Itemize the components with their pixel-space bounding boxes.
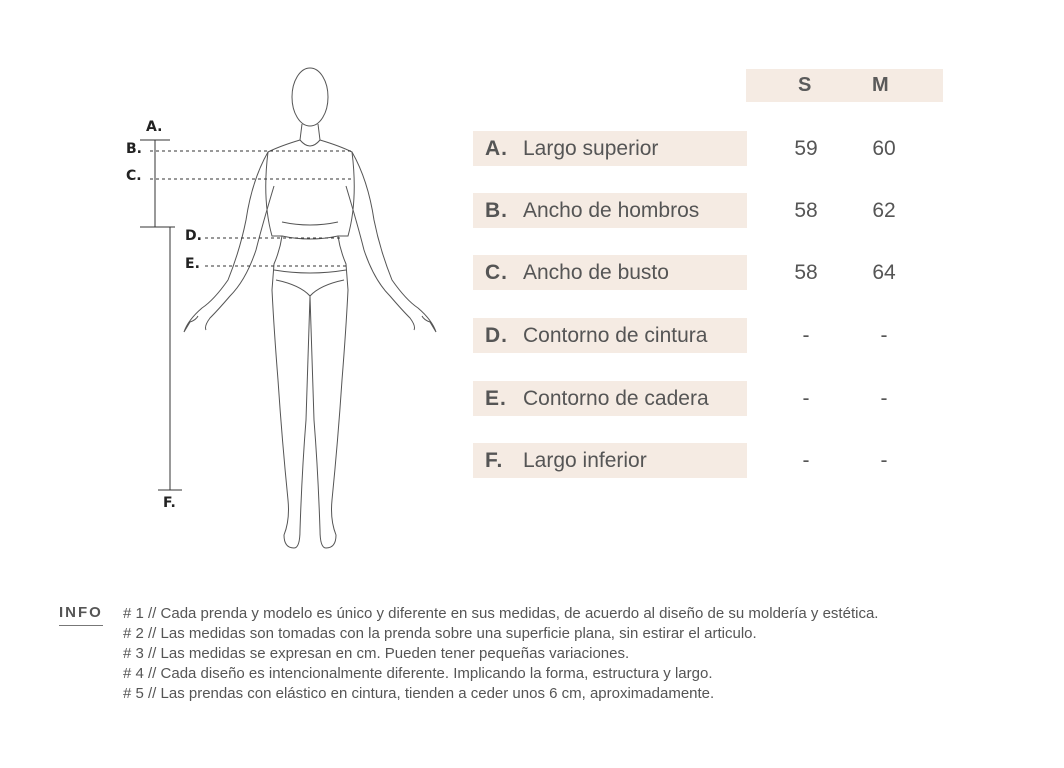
info-underline [59,625,103,626]
value-s: 59 [794,137,818,160]
info-note-5: # 5 // Las prendas con elástico en cintura, tienden a ceder unos 6 cm, aproximadamente. [123,685,715,702]
value-s: - [802,449,810,472]
value-m: - [880,387,888,410]
figure-label-a: A. [146,119,163,135]
figure-label-d: D. [185,228,202,244]
row-name: Ancho de busto [523,260,669,284]
size-m-header: M [872,74,889,96]
row-label-d [473,318,747,353]
size-s-header: S [798,74,812,96]
row-letter: A. [485,136,508,160]
row-letter: D. [485,323,508,347]
row-label-b [473,193,747,228]
value-m: - [880,324,888,347]
info-note-4: # 4 // Cada diseño es intencionalmente diferente. Implicando la forma, estructura y largo. [123,665,713,682]
figure-label-c: C. [126,168,142,184]
row-name: Ancho de hombros [523,198,700,222]
row-name: Contorno de cadera [523,386,709,410]
value-m: - [880,449,888,472]
info-title: INFO [59,604,103,621]
row-letter: F. [485,448,504,472]
row-label-f [473,443,747,478]
row-letter: B. [485,198,508,222]
value-s: - [802,387,810,410]
value-m: 62 [872,199,896,222]
info-note-1: # 1 // Cada prenda y modelo es único y diferente en sus medidas, de acuerdo al diseño de su moldería y estética. [123,605,879,622]
figure-label-f: F. [163,495,176,511]
info-note-2: # 2 // Las medidas son tomadas con la prenda sobre una superficie plana, sin estirar el articulo. [123,625,757,642]
value-s: 58 [794,199,818,222]
value-m: 64 [872,261,896,284]
row-letter: C. [485,260,508,284]
row-label-e [473,381,747,416]
value-s: - [802,324,810,347]
size-header [746,69,943,102]
row-label-c [473,255,747,290]
figure-label-e: E. [185,256,200,272]
figure-label-b: B. [126,141,142,157]
value-s: 58 [794,261,818,284]
row-name: Largo inferior [523,448,647,472]
row-letter: E. [485,386,507,410]
row-label-a [473,131,747,166]
mannequin-figure [0,0,470,570]
value-m: 60 [872,137,896,160]
row-name: Contorno de cintura [523,323,708,347]
row-name: Largo superior [523,136,659,160]
info-note-3: # 3 // Las medidas se expresan en cm. Pueden tener pequeñas variaciones. [123,645,630,662]
